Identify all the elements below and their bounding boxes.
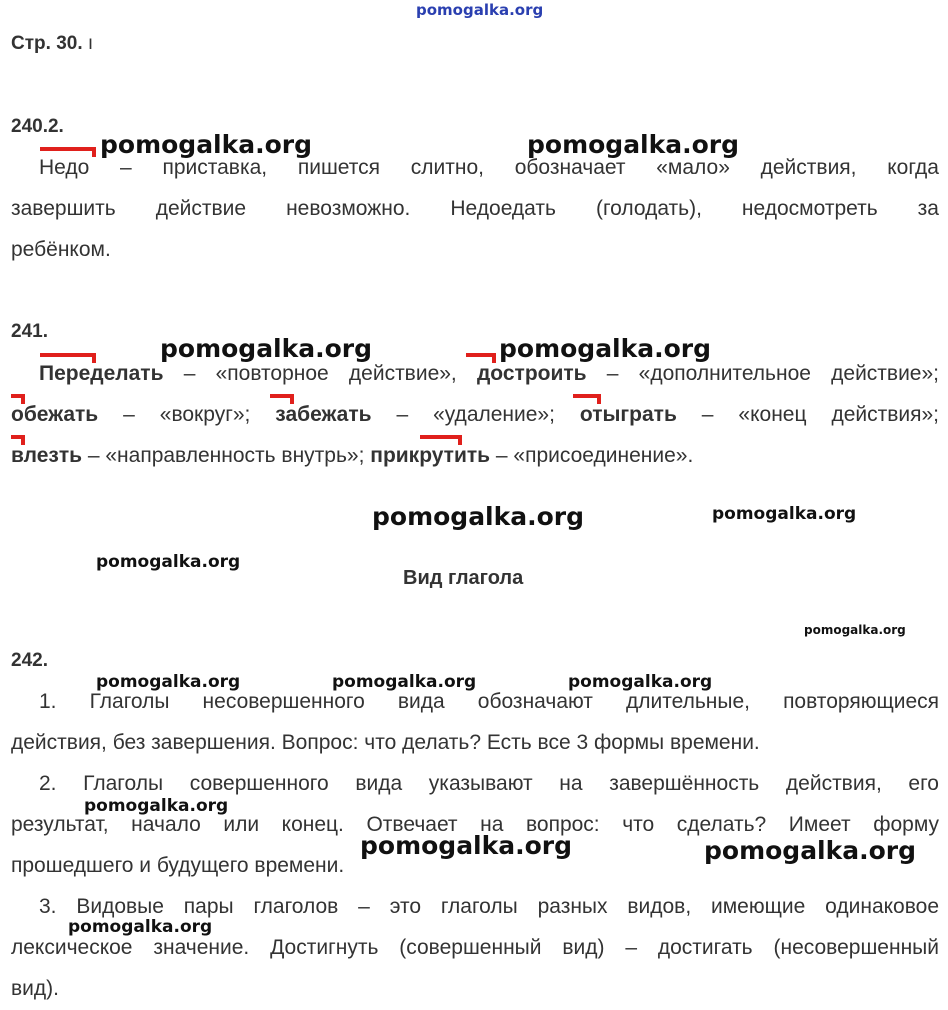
watermark: pomogalka.org (804, 623, 906, 637)
meaning-4: – «удаление»; (371, 403, 580, 426)
exercise-242-p3-line-1: 3. Видовые пары глаголов – это глаголы разных видов, имеющие одинаковое (39, 895, 939, 918)
section-title: Вид глагола (403, 567, 524, 589)
watermark: pomogalka.org (68, 917, 213, 937)
meaning-1: – «повторное действие», (163, 362, 477, 385)
exercise-242-p2 (11, 763, 939, 886)
exercise-241-line-3 (11, 435, 939, 476)
watermark: pomogalka.org (527, 130, 740, 159)
page-header-text: Стр. 30. (11, 33, 83, 54)
watermark: pomogalka.org (96, 552, 241, 572)
meaning-7: – «присоединение». (490, 444, 694, 467)
meaning-6: – «направленность внутрь»; (82, 444, 371, 467)
watermark: pomogalka.org (372, 502, 585, 531)
exercise-241-text (11, 353, 939, 476)
meaning-2: – «дополнительное действие»; (586, 362, 940, 385)
exercise-240-text (11, 147, 939, 270)
page-header-tail: ı (87, 33, 94, 54)
exercise-242-p2-line-3: прошедшего и будущего времени. (11, 854, 345, 877)
watermark: pomogalka.org (360, 831, 573, 860)
word-zabezhat: забежать (275, 403, 372, 426)
word-prikrutit: прикрутить (370, 444, 491, 467)
exercise-242-p3-line-3: вид). (11, 977, 59, 1000)
exercise-242-p1 (11, 681, 939, 763)
exercise-241-line-1 (11, 353, 939, 394)
watermark: pomogalka.org (96, 672, 241, 692)
exercise-242-p1-line-2: действия, без завершения. Вопрос: что делать? Есть все 3 формы времени. (11, 731, 760, 754)
exercise-240-line-3: ребёнком. (11, 238, 111, 261)
watermark: pomogalka.org (100, 130, 313, 159)
watermark: pomogalka.org (712, 504, 857, 524)
exercise-240-line-2: завершить действие невозможно. Недоедать (голодать), недосмотреть за (11, 197, 939, 220)
watermark: pomogalka.org (568, 672, 713, 692)
word-peredelat: Переделать (39, 362, 164, 385)
word-dostroit: достроить (476, 362, 587, 385)
exercise-242-p2-line-1: 2. Глаголы совершенного вида указывают на завершённость действия, его (39, 772, 939, 795)
exercise-241-line-2 (11, 394, 939, 435)
exercise-240-line-1: Недо – приставка, пишется слитно, обозначает «мало» действия, когда (39, 156, 939, 179)
watermark: pomogalka.org (160, 334, 373, 363)
exercise-240-number: 240.2. (11, 116, 64, 137)
exercise-242-p2-line-2: результат, начало или конец. Отвечает на вопрос: что сделать? Имеет форму (11, 813, 939, 836)
watermark-top: pomogalka.org (416, 1, 544, 19)
exercise-242-p3-line-2: лексическое значение. Достигнуть (совершенный вид) – достигать (несовершенный (11, 936, 939, 959)
exercise-241-number: 241. (11, 321, 48, 342)
meaning-3: – «вокруг»; (98, 403, 276, 426)
page-header (11, 33, 93, 55)
watermark: pomogalka.org (499, 334, 712, 363)
exercise-242-p1-line-1: 1. Глаголы несовершенного вида обозначают длительные, повторяющиеся (39, 690, 939, 713)
meaning-5: – «конец действия»; (676, 403, 939, 426)
exercise-242-number: 242. (11, 650, 48, 671)
watermark: pomogalka.org (84, 796, 229, 816)
word-obezhat: обежать (11, 403, 99, 426)
word-vlezt: влезть (11, 444, 83, 467)
watermark: pomogalka.org (704, 836, 917, 865)
watermark: pomogalka.org (332, 672, 477, 692)
exercise-242-p3 (11, 886, 939, 1009)
word-otygrat: отыграть (579, 403, 677, 426)
